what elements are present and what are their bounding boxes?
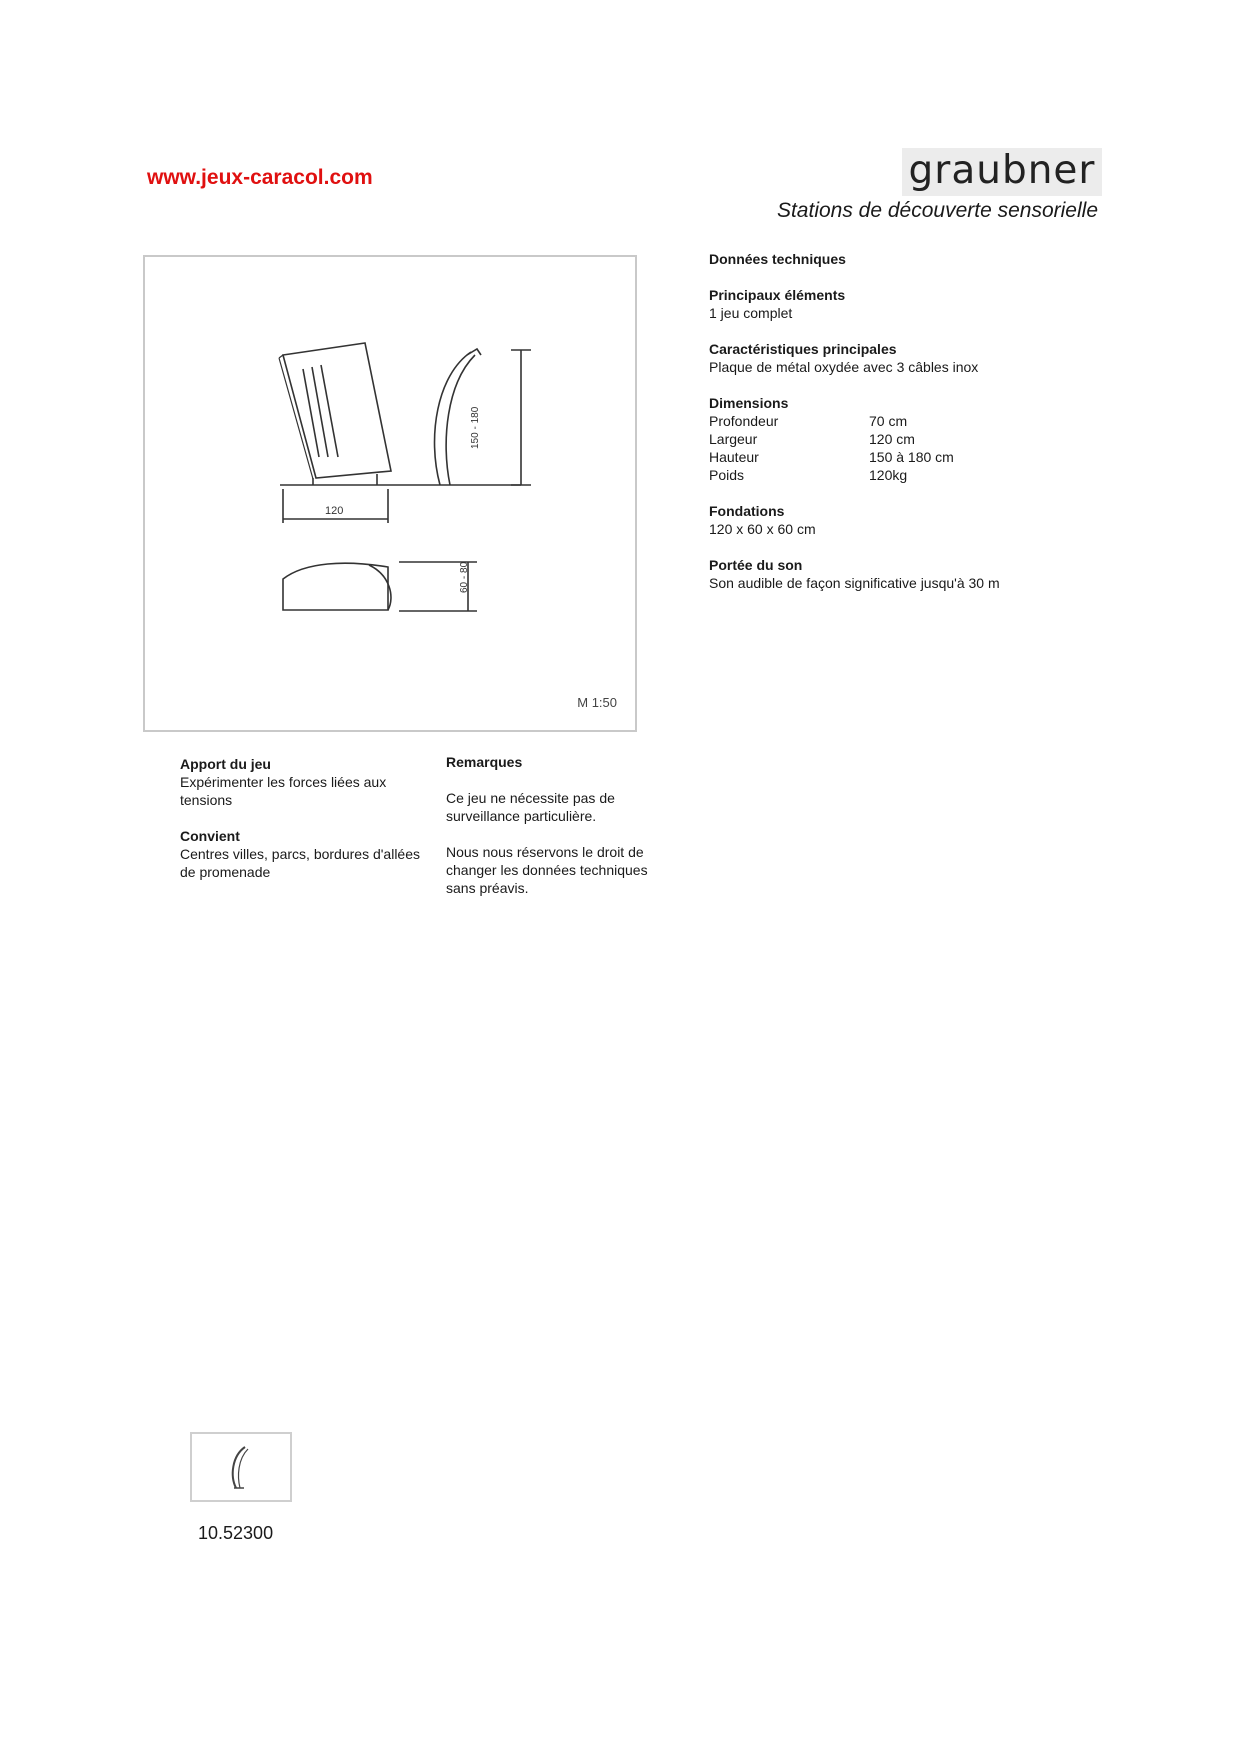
main-elements-heading: Principaux éléments <box>709 287 846 303</box>
remarks-column <box>446 753 676 897</box>
benefit-value: Expérimenter les forces liées aux tensions <box>180 774 387 808</box>
depth-dim-label: 60 - 80 <box>459 561 470 593</box>
front-panel-shape <box>283 343 391 478</box>
main-elements-value: 1 jeu complet <box>709 305 793 321</box>
cable-line <box>312 367 328 457</box>
dimension-row <box>709 412 1129 430</box>
product-thumbnail <box>190 1432 292 1502</box>
dimension-value: 120kg <box>869 467 908 483</box>
plan-shape <box>283 563 388 610</box>
benefits-column <box>180 755 420 899</box>
foundations-value: 120 x 60 x 60 cm <box>709 521 816 537</box>
dimension-value: 150 à 180 cm <box>869 449 954 465</box>
suits-value: Centres villes, parcs, bordures d'allées de promenade <box>180 846 421 880</box>
height-dim-label: 150 - 180 <box>470 406 481 449</box>
suits-heading: Convient <box>180 828 240 844</box>
remarks-text-2: Nous nous réservons le droit de changer les données techniques sans préavis. <box>446 844 648 896</box>
dimension-label: Profondeur <box>709 413 779 429</box>
cable-line <box>303 369 319 457</box>
remarks-heading: Remarques <box>446 754 523 770</box>
benefit-heading: Apport du jeu <box>180 756 271 772</box>
scale-label: M 1:50 <box>577 695 617 710</box>
specs-title: Données techniques <box>709 251 846 267</box>
thumbnail-icon <box>192 1434 290 1500</box>
dimension-value: 70 cm <box>869 413 908 429</box>
dimension-row <box>709 430 1129 448</box>
dimension-label: Hauteur <box>709 449 759 465</box>
main-elements-block <box>709 286 1129 322</box>
dimension-label: Poids <box>709 467 745 483</box>
front-panel-shadow <box>279 355 313 479</box>
sound-value: Son audible de façon significative jusqu'à 30 m <box>709 575 1000 591</box>
foundations-block <box>709 502 1129 538</box>
dimensions-heading: Dimensions <box>709 395 789 411</box>
dimension-row <box>709 466 1129 484</box>
document-subtitle: Stations de découverte sensorielle <box>776 199 1098 222</box>
technical-drawing-svg <box>145 257 635 730</box>
width-dim-label: 120 <box>325 505 344 517</box>
characteristics-heading: Caractéristiques principales <box>709 341 897 357</box>
sound-block <box>709 556 1129 592</box>
foundations-heading: Fondations <box>709 503 785 519</box>
side-arc-outer <box>435 352 471 485</box>
dimension-label: Largeur <box>709 431 758 447</box>
brand-logo: graubner <box>902 148 1102 196</box>
dimensions-block <box>709 394 1129 484</box>
side-arc-cap <box>467 349 481 355</box>
remarks-text-1: Ce jeu ne nécessite pas de surveillance particulière. <box>446 790 615 824</box>
dimension-value: 120 cm <box>869 431 915 447</box>
technical-drawing <box>143 255 637 732</box>
characteristics-value: Plaque de métal oxydée avec 3 câbles inox <box>709 359 979 375</box>
technical-specs <box>709 250 1129 610</box>
cable-line <box>321 365 338 457</box>
characteristics-block <box>709 340 1129 376</box>
sound-heading: Portée du son <box>709 557 803 573</box>
product-reference: 10.52300 <box>198 1523 274 1543</box>
dimension-row <box>709 448 1129 466</box>
website-url[interactable]: www.jeux-caracol.com <box>147 166 373 189</box>
